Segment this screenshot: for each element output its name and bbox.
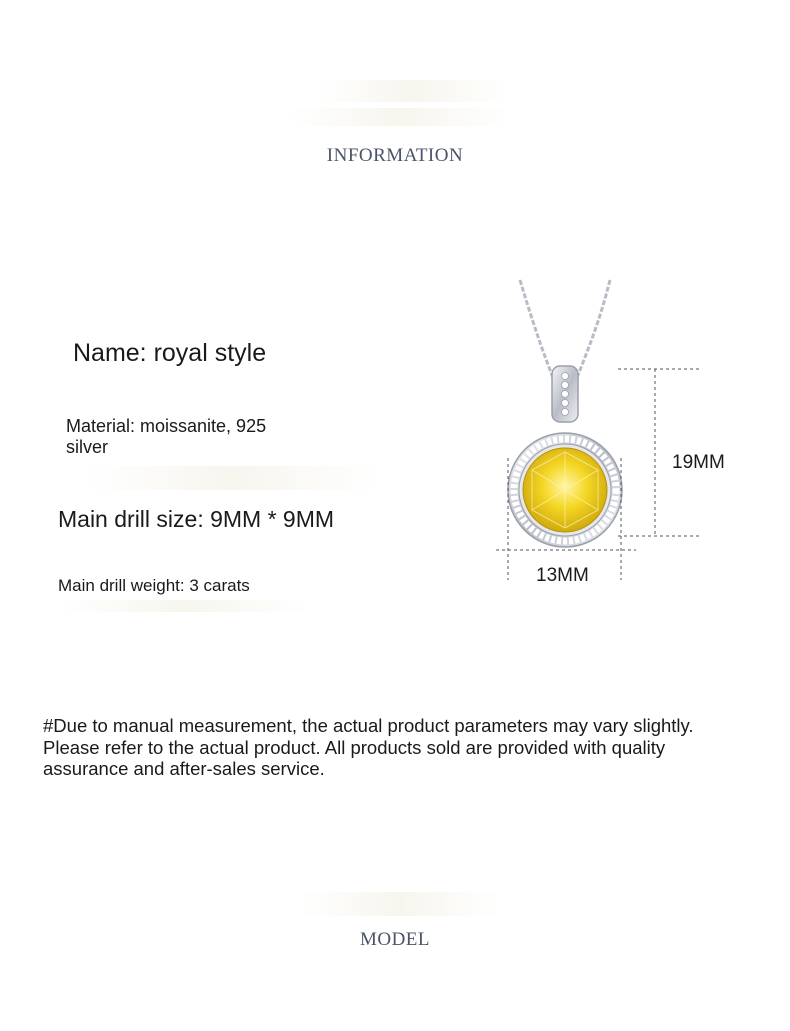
faded-banner-model	[300, 892, 500, 916]
faded-banner-top-1	[318, 80, 508, 102]
dimension-height-label: 19MM	[672, 452, 725, 473]
information-title: INFORMATION	[326, 145, 464, 166]
disclaimer-note: #Due to manual measurement, the actual product parameters may vary slightly. Please refer to the actual product. All products sold are provided with quality assurance and after-sales service.	[43, 715, 694, 779]
spec-name: Name: royal style	[73, 339, 267, 367]
spec-material-line2: silver	[66, 437, 109, 457]
faded-line-2	[60, 600, 310, 612]
spec-material-line1: Material: moissanite, 925	[66, 416, 267, 436]
spec-material	[66, 416, 266, 458]
model-title: MODEL	[359, 929, 431, 950]
dimension-width-label: 13MM	[536, 565, 589, 586]
faded-banner-top-2	[290, 108, 510, 126]
spec-main-drill-size: Main drill size: 9MM * 9MM	[58, 506, 335, 532]
dimension-lines	[490, 360, 710, 590]
faded-line-1	[88, 466, 378, 490]
spec-main-drill-weight: Main drill weight: 3 carats	[58, 576, 250, 595]
